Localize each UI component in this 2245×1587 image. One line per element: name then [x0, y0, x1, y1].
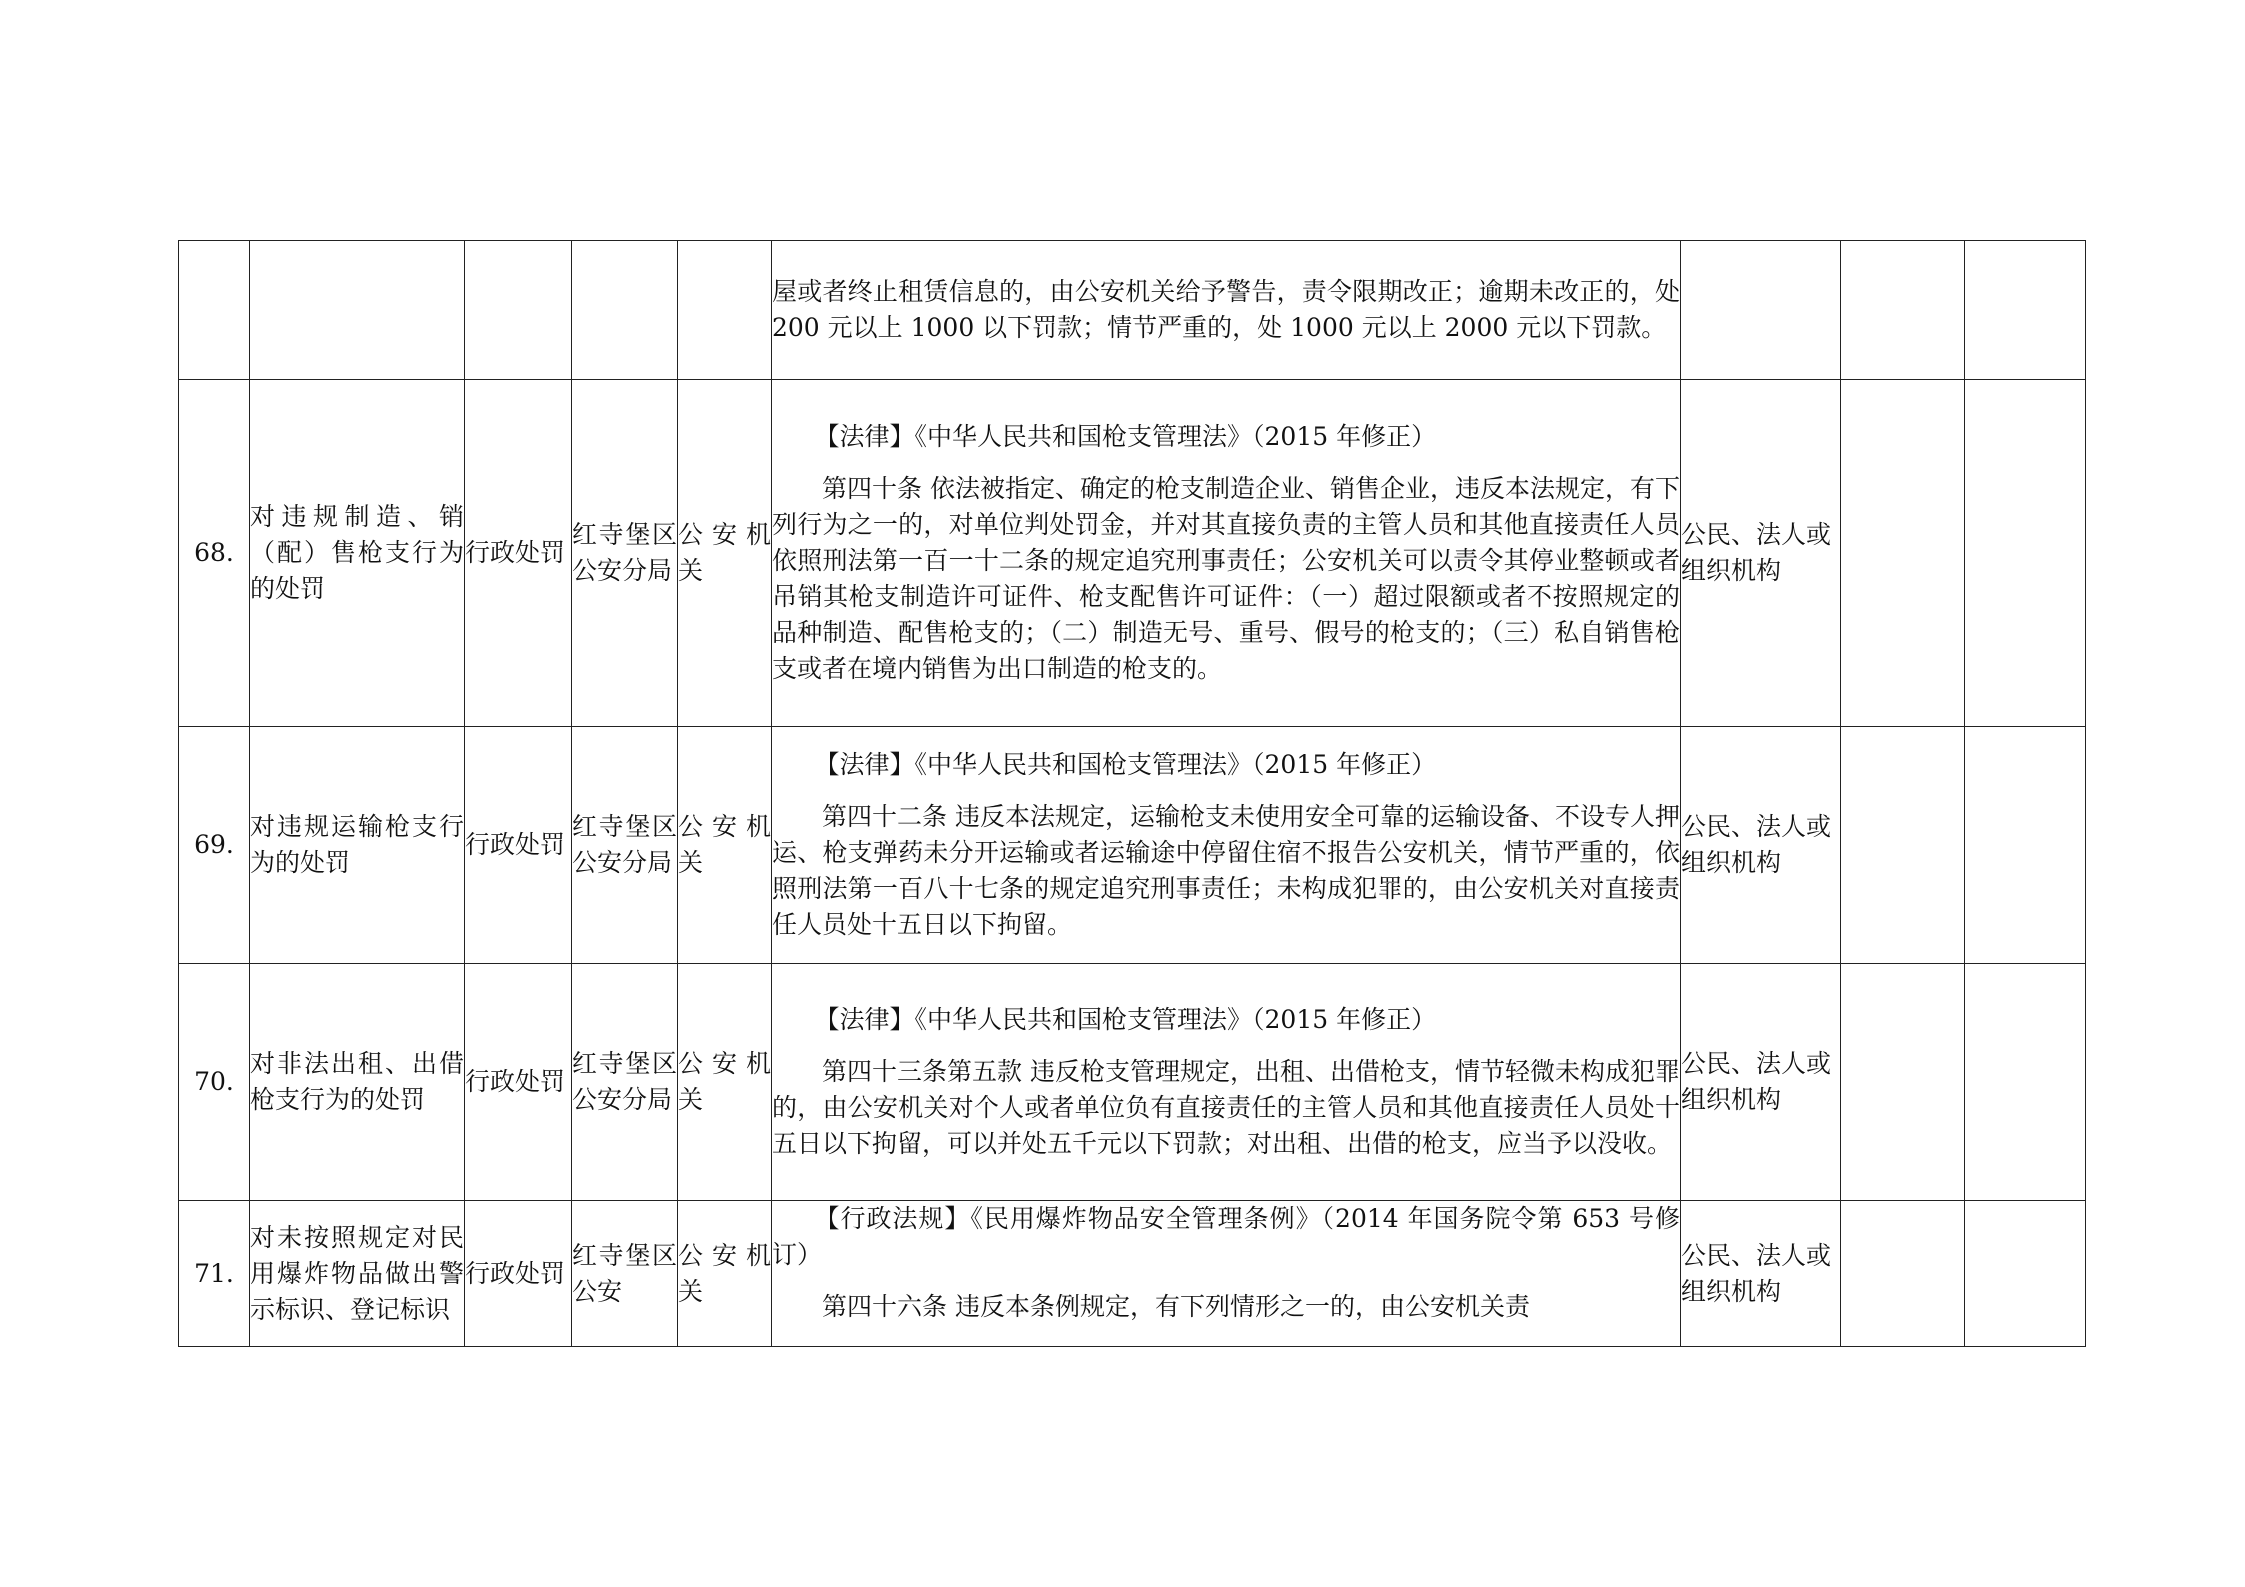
table-row: [179, 727, 2086, 964]
row-number: 69.: [179, 727, 250, 964]
item-name: 对非法出租、出借枪支行为的处罚: [250, 964, 465, 1201]
implementing-unit: 红寺堡区公安: [572, 1201, 678, 1347]
power-category: [465, 241, 572, 380]
legal-basis: [772, 727, 1681, 964]
item-name: 对违规制造、销（配）售枪支行为的处罚: [250, 380, 465, 727]
basis-source: 【法律】《中华人民共和国枪支管理法》（2015 年修正）: [814, 422, 1437, 451]
target-object: 公民、法人或组织机构: [1681, 964, 1841, 1201]
basis-text: 屋或者终止租赁信息的，由公安机关给予警告，责令限期改正；逾期未改正的，处 200 元以上 1000 以下罚款；情节严重的，处 1000 元以上 2000 元以下罚款。: [772, 277, 1680, 342]
power-category: 行政处罚: [465, 964, 572, 1201]
blank-cell: [1841, 727, 1965, 964]
row-number: [179, 241, 250, 380]
target-object: 公民、法人或组织机构: [1681, 1201, 1841, 1347]
legal-basis: [772, 964, 1681, 1201]
basis-text: 第四十二条 违反本法规定，运输枪支未使用安全可靠的运输设备、不设专人押运、枪支弹药未分开运输或者运输途中停留住宿不报告公安机关，情节严重的，依照刑法第一百八十七条的规定追究刑事责任；未构成犯罪的，由公安机关对直接责任人员处十五日以下拘留。: [772, 802, 1680, 939]
blank-cell: [1965, 380, 2086, 727]
implementing-organ: 公安机关: [678, 964, 772, 1201]
legal-basis: [772, 241, 1681, 380]
basis-source: 【法律】《中华人民共和国枪支管理法》（2015 年修正）: [814, 750, 1437, 779]
blank-cell: [1841, 964, 1965, 1201]
implementing-organ: 公安机关: [678, 727, 772, 964]
implementing-organ: [678, 241, 772, 380]
item-name: 对违规运输枪支行为的处罚: [250, 727, 465, 964]
blank-cell: [1965, 964, 2086, 1201]
implementing-unit: 红寺堡区公安分局: [572, 964, 678, 1201]
blank-cell: [1965, 241, 2086, 380]
basis-text: 第四十条 依法被指定、确定的枪支制造企业、销售企业，违反本法规定，有下列行为之一的，对单位判处罚金，并对其直接负责的主管人员和其他直接责任人员依照刑法第一百一十二条的规定追究刑事责任；公安机关可以责令其停业整顿或者吊销其枪支制造许可证件、枪支配售许可证件：（一）超过限额或者不按照规定的品种制造、配售枪支的；（二）制造无号、重号、假号的枪支的；（三）私自销售枪支或者在境内销售为出口制造的枪支的。: [772, 474, 1680, 683]
row-number: 71.: [179, 1201, 250, 1347]
item-name: 对未按照规定对民用爆炸物品做出警示标识、登记标识: [250, 1201, 465, 1347]
implementing-organ: 公安机关: [678, 380, 772, 727]
table-row: [179, 1201, 2086, 1347]
blank-cell: [1841, 241, 1965, 380]
implementing-unit: [572, 241, 678, 380]
table-row: [179, 380, 2086, 727]
table-row: [179, 241, 2086, 380]
implementing-unit: 红寺堡区公安分局: [572, 380, 678, 727]
table-row: [179, 964, 2086, 1201]
blank-cell: [1965, 727, 2086, 964]
blank-cell: [1841, 380, 1965, 727]
administrative-penalty-table: [178, 240, 2086, 1347]
implementing-unit: 红寺堡区公安分局: [572, 727, 678, 964]
row-number: 70.: [179, 964, 250, 1201]
blank-cell: [1965, 1201, 2086, 1347]
basis-text: 第四十三条第五款 违反枪支管理规定，出租、出借枪支，情节轻微未构成犯罪的，由公安机关对个人或者单位负有直接责任的主管人员和其他直接责任人员处十五日以下拘留，可以并处五千元以下罚款；对出租、出借的枪支，应当予以没收。: [772, 1057, 1680, 1158]
blank-cell: [1841, 1201, 1965, 1347]
target-object: 公民、法人或组织机构: [1681, 727, 1841, 964]
power-category: 行政处罚: [465, 727, 572, 964]
target-object: 公民、法人或组织机构: [1681, 380, 1841, 727]
legal-basis: [772, 1201, 1681, 1347]
basis-source: 【行政法规】《民用爆炸物品安全管理条例》（2014 年国务院令第 653 号修订）: [772, 1204, 1680, 1269]
power-category: 行政处罚: [465, 1201, 572, 1347]
basis-text: 第四十六条 违反本条例规定，有下列情形之一的，由公安机关责: [822, 1292, 1530, 1321]
power-category: 行政处罚: [465, 380, 572, 727]
implementing-organ: 公安机关: [678, 1201, 772, 1347]
target-object: [1681, 241, 1841, 380]
item-name: [250, 241, 465, 380]
basis-source: 【法律】《中华人民共和国枪支管理法》（2015 年修正）: [814, 1005, 1437, 1034]
legal-basis: [772, 380, 1681, 727]
row-number: 68.: [179, 380, 250, 727]
